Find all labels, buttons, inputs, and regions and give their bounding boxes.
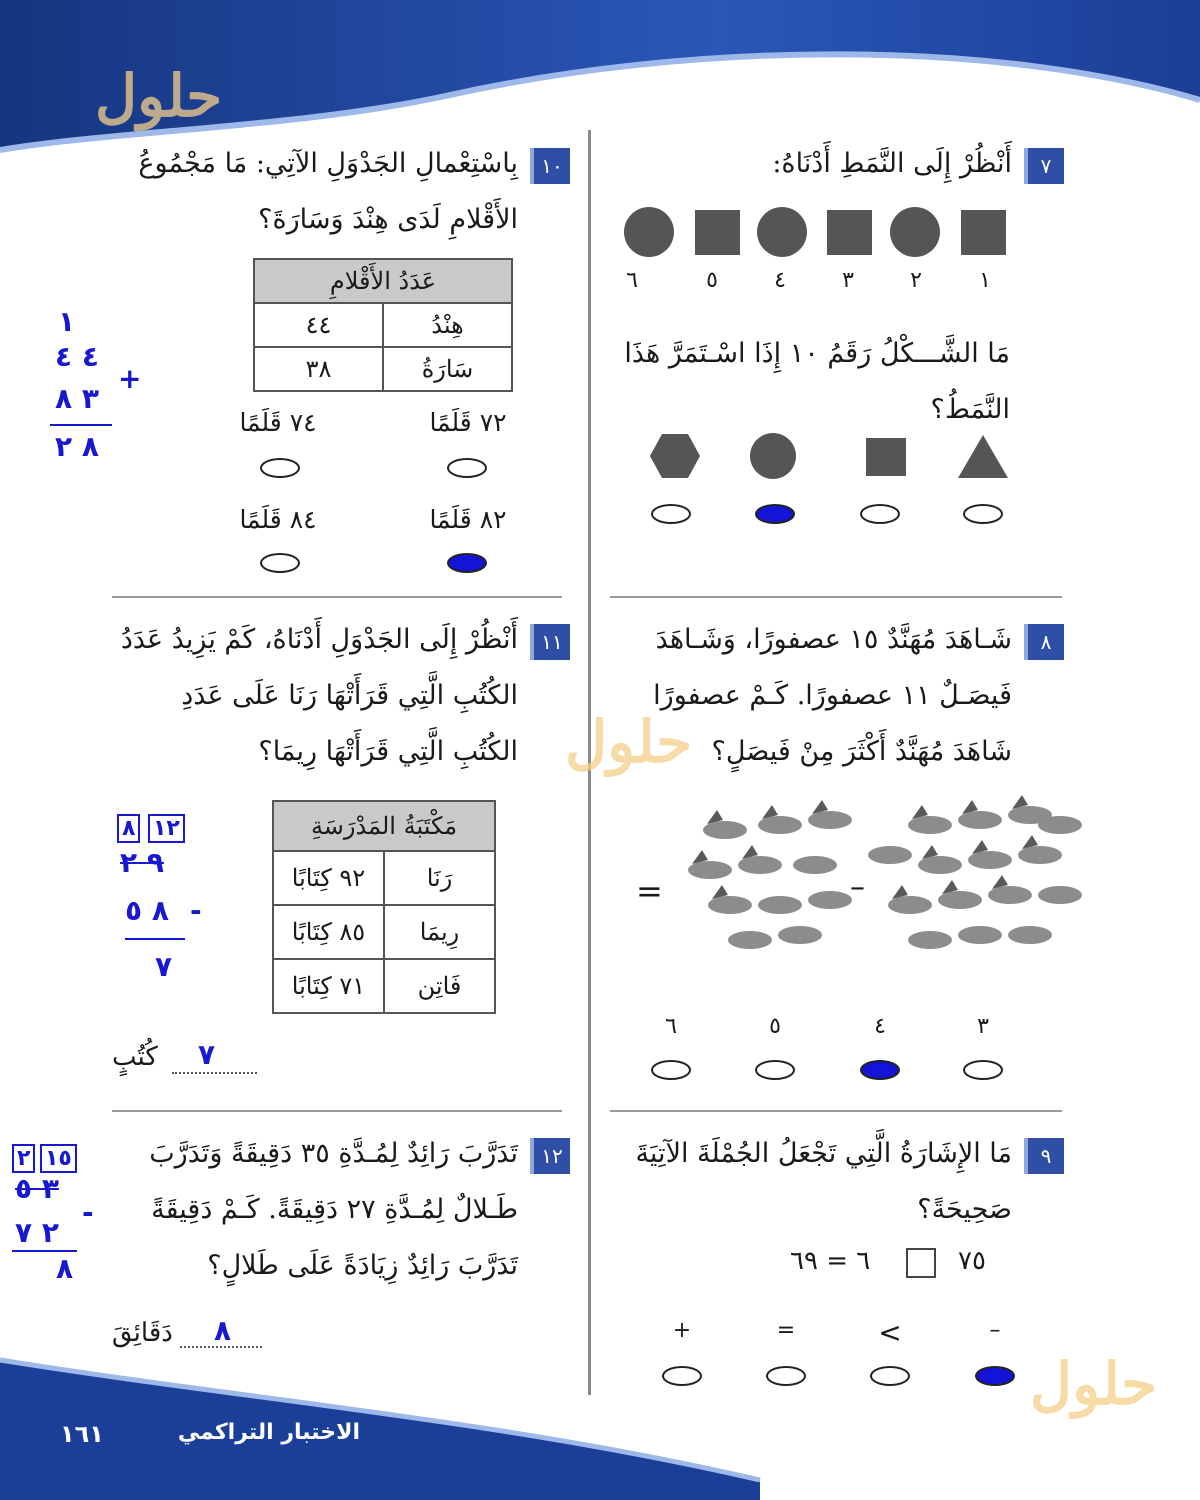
- answer-oval-option-1[interactable]: [447, 458, 487, 478]
- answer-oval-hexagon[interactable]: [651, 504, 691, 524]
- pattern-label: ٢: [910, 268, 922, 293]
- subtrahend: ٢ ٧: [15, 1216, 59, 1249]
- footer-title: الاختبار التراكمي: [177, 1420, 360, 1445]
- question-9-prompt: مَا الإِشَارَةُ الَّتِي تَجْعَلُ الجُمْلَةَ الآتِيَةَ صَحِيحَةً؟: [635, 1138, 1012, 1225]
- answer-oval-4-selected[interactable]: [860, 1060, 900, 1080]
- equation-right: ٦ = ٦٩: [790, 1246, 871, 1276]
- row-divider-left-2: [112, 1110, 562, 1112]
- answer-oval-6[interactable]: [651, 1060, 691, 1080]
- option-label: ٨٢ قَلَمًا: [429, 505, 507, 534]
- answer-value[interactable]: ٨: [214, 1314, 232, 1347]
- table-cell-name: فَاتِن: [384, 959, 495, 1013]
- equation: [790, 1244, 1010, 1284]
- equation-left: ٧٥: [958, 1246, 986, 1276]
- table-row: [273, 905, 495, 959]
- pattern-label: ١: [979, 268, 991, 293]
- minus-sign: –: [850, 870, 865, 905]
- answer-line: [172, 1072, 257, 1074]
- footer: [60, 1418, 360, 1458]
- option-label: ٨٤ قَلَمًا: [239, 505, 317, 534]
- table-header: مَكْتَبَةُ المَدْرَسَةِ: [273, 801, 495, 851]
- answer-oval-option-2[interactable]: [260, 458, 300, 478]
- minus-sign: -: [82, 1196, 94, 1229]
- table-row: [273, 959, 495, 1013]
- answer-unit: دَقَائِقَ: [112, 1318, 173, 1348]
- answer-oval-option-3-selected[interactable]: [447, 553, 487, 573]
- answer-oval-3[interactable]: [963, 1060, 1003, 1080]
- question-number-9: ٩: [1024, 1138, 1064, 1174]
- sum-line: [50, 424, 112, 426]
- question-number-8: ٨: [1024, 624, 1064, 660]
- row-divider-right-2: [610, 1110, 1062, 1112]
- answer-oval-circle-selected[interactable]: [755, 504, 795, 524]
- addend-1: ٤ ٤: [55, 340, 99, 373]
- answer-oval-5[interactable]: [755, 1060, 795, 1080]
- answer-oval-square[interactable]: [860, 504, 900, 524]
- question-7-text: مَا الشَّـــكْلُ رَقَمُ ١٠ إِذَا اسْـتَمَرَّ هَذَا النَّمَطُ؟: [624, 338, 1010, 425]
- option-label: =: [776, 1318, 796, 1343]
- option-label: ٦: [665, 1014, 677, 1039]
- option-label: ٥: [769, 1014, 781, 1039]
- borrow-box: ١٢: [148, 814, 185, 843]
- watermark-logo: حلول: [95, 62, 223, 130]
- watermark-logo: حلول: [1030, 1350, 1158, 1418]
- subtrahend: ٨ ٥: [125, 894, 169, 927]
- question-12-prompt: تَدَرَّبَ رَائِدٌ لِمُـدَّةِ ٣٥ دَقِيقَةً وَتَدَرَّبَ طَـلالٌ لِمُـدَّةِ ٢٧ دَقِيقَةً. كَـمْ دَقِيقَةً تَدَرَّبَ رَائِدٌ زِيَادَةً عَلَى طَلالٍ؟: [149, 1138, 518, 1281]
- pattern-label: ٤: [774, 268, 786, 293]
- option-label: ٧٤ قَلَمًا: [239, 408, 317, 437]
- option-label: ٣: [977, 1014, 989, 1039]
- addend-2: ٣ ٨: [55, 382, 99, 415]
- answer-value[interactable]: ٧: [198, 1038, 216, 1071]
- table-cell-value: ٩٢ كِتَابًا: [273, 851, 384, 905]
- borrow-box: ٨: [117, 814, 140, 843]
- plus-sign: +: [118, 362, 142, 395]
- answer-oval-triangle[interactable]: [963, 504, 1003, 524]
- pattern-label: ٦: [626, 268, 638, 293]
- pens-table: [253, 258, 513, 392]
- sum-result: ٨ ٢: [55, 430, 99, 463]
- option-label: ٧٢ قَلَمًا: [429, 408, 507, 437]
- question-8-prompt: شَـاهَدَ مُهَنَّدٌ ١٥ عصفورًا، وَشَـاهَدَ فَيصَـلٌ ١١ عصفورًا. كَـمْ عصفورًا شَاهَدَ مُهَنَّدٌ أَكْثَرَ مِنْ فَيصَلٍ؟: [653, 624, 1012, 767]
- question-7-prompt: أَنْظُرْ إِلَى النَّمَطِ أَدْنَاهُ:: [772, 148, 1012, 179]
- table-cell-name: هِنْدُ: [383, 303, 512, 347]
- answer-shapes: [640, 430, 1020, 485]
- question-10-prompt: بِاسْتِعْمالِ الجَدْوَلِ الآتِي: مَا مَجْمُوعُ الأَقْلامِ لَدَى هِنْدَ وَسَارَةَ؟: [138, 148, 518, 235]
- question-number-12: ١٢: [530, 1138, 570, 1174]
- table-cell-name: رِيمَا: [384, 905, 495, 959]
- question-11-prompt: أَنْظُرْ إِلَى الجَدْوَلِ أَدْنَاهُ، كَمْ يَزِيدُ عَدَدُ الكُتُبِ الَّتِي قَرَأَتْهَا رَنَا عَلَى عَدَدِ الكُتُبِ الَّتِي قَرَأَتْهَا رِيمَا؟: [120, 624, 518, 767]
- table-row: [254, 347, 512, 391]
- difference-result: ٨: [56, 1252, 74, 1285]
- table-cell-value: ٧١ كِتَابًا: [273, 959, 384, 1013]
- answer-oval-equals[interactable]: [766, 1366, 806, 1386]
- question-number-7: ٧: [1024, 148, 1064, 184]
- table-header: عَدَدُ الأَقْلامِ: [254, 259, 512, 303]
- blank-box[interactable]: [906, 1248, 936, 1278]
- difference-result: ٧: [155, 950, 173, 983]
- pattern-label: ٣: [842, 268, 854, 293]
- option-label: <: [878, 1316, 902, 1349]
- library-table: [272, 800, 496, 1014]
- table-cell-value: ٣٨: [254, 347, 383, 391]
- minus-sign: -: [190, 894, 202, 927]
- option-label: –: [989, 1318, 1001, 1343]
- pattern-label: ٥: [706, 268, 718, 293]
- question-number-10: ١٠: [530, 148, 570, 184]
- table-row: [254, 303, 512, 347]
- answer-oval-minus-selected[interactable]: [975, 1366, 1015, 1386]
- row-divider-right-1: [610, 596, 1062, 598]
- difference-line: [125, 938, 185, 940]
- option-label: +: [672, 1318, 692, 1343]
- equals-sign: =: [636, 872, 663, 910]
- question-number-11: ١١: [530, 624, 570, 660]
- carry-digit: ١: [58, 305, 76, 338]
- minuend: ٣ ٥: [15, 1172, 59, 1205]
- table-cell-name: سَارَةُ: [383, 347, 512, 391]
- table-cell-value: ٨٥ كِتَابًا: [273, 905, 384, 959]
- row-divider-left-1: [112, 596, 562, 598]
- pattern-shapes: [620, 205, 1010, 265]
- table-cell-value: ٤٤: [254, 303, 383, 347]
- watermark-logo: حلول: [565, 708, 693, 776]
- minuend: ٩ ٢: [120, 846, 164, 879]
- answer-oval-option-4[interactable]: [260, 553, 300, 573]
- table-cell-name: رَنَا: [384, 851, 495, 905]
- borrow-box: ١٥: [40, 1144, 77, 1173]
- page-number: ١٦١: [60, 1420, 104, 1448]
- answer-unit: كُتُبٍ: [112, 1042, 158, 1072]
- answer-oval-plus[interactable]: [662, 1366, 702, 1386]
- option-label: ٤: [874, 1014, 886, 1039]
- table-row: [273, 851, 495, 905]
- answer-oval-less-than[interactable]: [870, 1366, 910, 1386]
- borrow-box: ٢: [12, 1144, 35, 1173]
